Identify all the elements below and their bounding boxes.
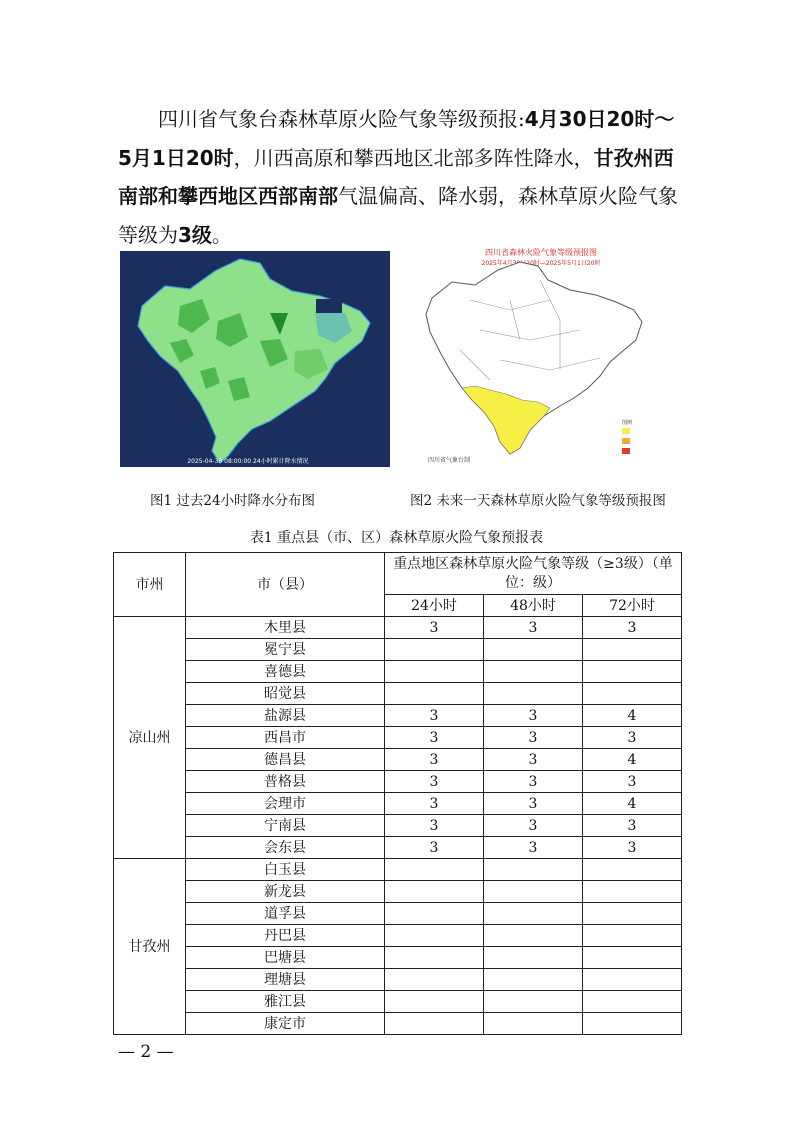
level-24h: 3 [385, 617, 484, 639]
level-48h [484, 903, 583, 925]
level-24h [385, 903, 484, 925]
level-24h [385, 969, 484, 991]
level-48h [484, 881, 583, 903]
level-24h: 3 [385, 705, 484, 727]
level-48h: 3 [484, 705, 583, 727]
header-72h: 72小时 [583, 595, 682, 617]
forecast-text-1: ，川西高原和攀西地区北部多阵性降水， [233, 145, 594, 170]
table-row [114, 837, 682, 859]
level-72h: 3 [583, 815, 682, 837]
county-cell: 白玉县 [186, 859, 385, 881]
map1-timestamp: 2025-04-30 08:00:00 24小时累计降水情况 [187, 458, 309, 465]
level-24h: 3 [385, 727, 484, 749]
level-48h [484, 683, 583, 705]
level-48h: 3 [484, 749, 583, 771]
level-24h [385, 859, 484, 881]
table-row [114, 815, 682, 837]
level-24h: 3 [385, 793, 484, 815]
level-72h [583, 991, 682, 1013]
table-row [114, 859, 682, 881]
county-cell: 德昌县 [186, 749, 385, 771]
county-cell: 宁南县 [186, 815, 385, 837]
map2-title: 四川省森林火险气象等级预报图 [485, 248, 597, 257]
level-24h: 3 [385, 749, 484, 771]
level-48h [484, 947, 583, 969]
precipitation-map [120, 251, 390, 467]
level-72h [583, 639, 682, 661]
county-cell: 西昌市 [186, 727, 385, 749]
table-row [114, 749, 682, 771]
table-row [114, 991, 682, 1013]
level-24h [385, 1013, 484, 1035]
forecast-lead: 四川省气象台森林草原火险气象等级预报: [158, 107, 525, 131]
level-48h [484, 661, 583, 683]
region-cell: 凉山州 [114, 617, 186, 859]
level-24h [385, 947, 484, 969]
level-72h [583, 1013, 682, 1035]
table-row [114, 881, 682, 903]
level-48h [484, 925, 583, 947]
level-48h [484, 639, 583, 661]
level-24h [385, 991, 484, 1013]
county-cell: 雅江县 [186, 991, 385, 1013]
level-72h [583, 859, 682, 881]
figure2-caption: 图2 未来一天森林草原火险气象等级预报图 [410, 493, 666, 509]
county-cell: 康定市 [186, 1013, 385, 1035]
page-number: — 2 — [118, 1042, 174, 1062]
map2-legend-title: 图例 [622, 420, 633, 426]
level-48h [484, 991, 583, 1013]
county-cell: 木里县 [186, 617, 385, 639]
county-cell: 冕宁县 [186, 639, 385, 661]
level-48h: 3 [484, 815, 583, 837]
county-cell: 会理市 [186, 793, 385, 815]
level-48h [484, 859, 583, 881]
legend-swatch-yellow [622, 428, 630, 434]
map2-footer: 四川省气象台制 [428, 457, 471, 464]
level-24h [385, 683, 484, 705]
level-72h [583, 925, 682, 947]
county-cell: 盐源县 [186, 705, 385, 727]
forecast-end: 。 [211, 222, 232, 247]
header-48h: 48小时 [484, 595, 583, 617]
level-48h: 3 [484, 793, 583, 815]
level-72h: 3 [583, 617, 682, 639]
forecast-region: 甘孜州西南部和攀西地区西部南部 [118, 145, 674, 208]
forecast-text-2: 气温偏高、降水弱，森林草原火险气象等级为 [118, 184, 678, 247]
level-72h: 4 [583, 705, 682, 727]
legend-swatch-red [622, 448, 630, 454]
forecast-period: 4月30日20时～5月1日20时 [118, 107, 675, 170]
fire-danger-map [410, 240, 672, 470]
county-cell: 丹巴县 [186, 925, 385, 947]
header-county: 市（县） [186, 553, 385, 617]
forecast-table [113, 552, 682, 1035]
header-region: 市州 [114, 553, 186, 617]
forecast-paragraph [118, 100, 683, 254]
level-72h [583, 947, 682, 969]
level-24h [385, 925, 484, 947]
county-cell: 普格县 [186, 771, 385, 793]
table-row [114, 727, 682, 749]
table-row [114, 683, 682, 705]
level-24h: 3 [385, 837, 484, 859]
county-cell: 喜德县 [186, 661, 385, 683]
figure1-caption: 图1 过去24小时降水分布图 [150, 493, 316, 509]
table-row [114, 617, 682, 639]
level-72h: 3 [583, 771, 682, 793]
level-24h [385, 639, 484, 661]
level-72h [583, 969, 682, 991]
level-72h [583, 881, 682, 903]
level-72h: 3 [583, 727, 682, 749]
county-cell: 新龙县 [186, 881, 385, 903]
level-48h: 3 [484, 771, 583, 793]
table-row [114, 1013, 682, 1035]
table-row [114, 771, 682, 793]
table-row [114, 903, 682, 925]
level-72h: 4 [583, 749, 682, 771]
level-24h [385, 661, 484, 683]
level-48h: 3 [484, 837, 583, 859]
table-row [114, 661, 682, 683]
forecast-level: 3级 [178, 222, 212, 247]
county-cell: 昭觉县 [186, 683, 385, 705]
county-cell: 会东县 [186, 837, 385, 859]
level-72h: 4 [583, 793, 682, 815]
table-row [114, 969, 682, 991]
map2-subtitle: 2025年4月30日20时—2025年5月1日20时 [481, 260, 601, 267]
table-row [114, 925, 682, 947]
level-72h: 3 [583, 837, 682, 859]
table-row [114, 705, 682, 727]
county-cell: 道孚县 [186, 903, 385, 925]
level-24h [385, 881, 484, 903]
header-24h: 24小时 [385, 595, 484, 617]
table-row [114, 947, 682, 969]
county-cell: 巴塘县 [186, 947, 385, 969]
level-48h: 3 [484, 727, 583, 749]
level-48h: 3 [484, 617, 583, 639]
table-row [114, 793, 682, 815]
county-cell: 理塘县 [186, 969, 385, 991]
table-caption: 表1 重点县（市、区）森林草原火险气象预报表 [249, 530, 544, 546]
header-level-group: 重点地区森林草原火险气象等级（≥3级）（单位：级） [385, 553, 682, 595]
level-24h: 3 [385, 771, 484, 793]
table-row [114, 639, 682, 661]
level-72h [583, 661, 682, 683]
level-48h [484, 1013, 583, 1035]
legend-swatch-orange [622, 438, 630, 444]
level-72h [583, 683, 682, 705]
level-72h [583, 903, 682, 925]
level-48h [484, 969, 583, 991]
level-24h: 3 [385, 815, 484, 837]
region-cell: 甘孜州 [114, 859, 186, 1035]
